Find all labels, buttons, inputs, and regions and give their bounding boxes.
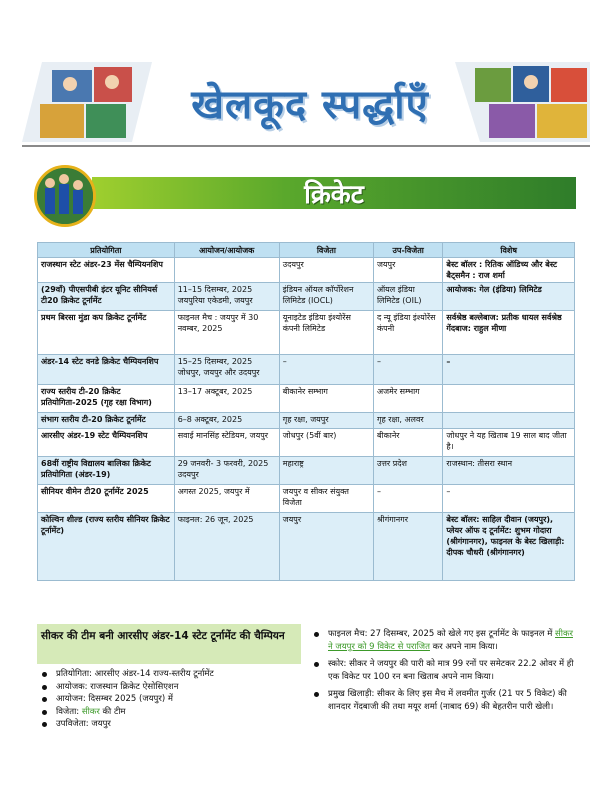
cell-organizer: 11–15 दिसम्बर, 2025 जयपुरिया एकेडमी, जयपुर [174,283,279,311]
table-header-row [38,243,575,258]
cell-special: राजस्थान: तीसरा स्थान [443,457,575,485]
cell-organizer: 29 जनवरी- 3 फरवरी, 2025 उदयपुर [174,457,279,485]
final-highlight: सीकर ने जयपुर को 9 विकेट से पराजित [328,629,573,652]
cell-organizer: अगस्त 2025, जयपुर में [174,485,279,513]
cell-competition: सीनियर वीमेन टी20 टूर्नामेंट 2025 [38,485,175,513]
table-row [38,258,575,283]
cell-special: जोधपुर ने यह खिताब 19 साल बाद जीता है। [443,429,575,457]
cell-special: आयोजक: गेल (इंडिया) लिमिटेड [443,283,575,311]
cell-special: – [443,485,575,513]
cell-runner-up: – [373,485,442,513]
cricket-results-table [37,242,575,581]
cell-competition: राज्य स्तरीय टी-20 क्रिकेट प्रतियोगिता-2025 (गृह रक्षा विभाग) [38,385,175,413]
cell-competition: (29वाँ) पीएसपीबी इंटर यूनिट सीनियर्स टी20 क्रिकेट टूर्नामेंट [38,283,175,311]
cell-special: बेस्ट बॉलर : रितिक ऑडिच्य और बेस्ट बैट्समैन : राज शर्मा [443,258,575,283]
list-item: स्कोर: सीकर ने जयपुर की पारी को मात्र 99 रनों पर समेटकर 22.2 ओवर में ही एक विकेट पर 100 रन बना खिताब अपने नाम किया। [312,658,578,684]
column-header: विशेष [443,243,575,258]
cell-organizer [174,258,279,283]
winner-rest: की टीम [99,706,126,717]
cell-runner-up: उत्तर प्रदेश [373,457,442,485]
cell-organizer: फाइनल: 26 जून, 2025 [174,513,279,581]
sikar-facts-list [40,668,298,731]
cell-runner-up: – [373,355,442,385]
list-item: उपविजेता: जयपुर [40,718,298,731]
list-item [312,628,578,654]
table-row [38,355,575,385]
cricket-players-icon [37,168,93,224]
cell-winner: इंडियन ऑयल कॉर्पोरेशन लिमिटेड (IOCL) [279,283,373,311]
list-item: प्रतियोगिता: आरसीए अंडर-14 राज्य-स्तरीय टूर्नामेंट [40,668,298,681]
section-title: क्रिकेट [304,180,364,210]
table-row [38,429,575,457]
cell-winner: उदयपुर [279,258,373,283]
cell-runner-up: गृह रक्षा, अलवर [373,413,442,429]
cell-winner: महाराष्ट्र [279,457,373,485]
column-header: विजेता [279,243,373,258]
final-text-a: फाइनल मैच: 27 दिसम्बर, 2025 को खेले गए इस टूर्नामेंट के फाइनल में [328,629,556,639]
cell-runner-up: द न्यू इंडिया इंश्योरेंस कंपनी [373,311,442,355]
cricket-photo [34,165,96,227]
cell-special: बेस्ट बॉलर: साहिल दीवान (जयपुर), प्लेयर ऑफ द टूर्नामेंट: शुभम गोदारा (श्रीगंगानगर), फाइनल के बेस्ट खिलाड़ी: दीपक चौधरी (श्रीगंगानगर) [443,513,575,581]
cell-organizer: सवाई मानसिंह स्टेडियम, जयपुर [174,429,279,457]
cell-competition: आरसीए अंडर-19 स्टेट चैम्पियनशिप [38,429,175,457]
cell-special: सर्वश्रेष्ठ बल्लेबाज: प्रतीक धायल सर्वश्रेष्ठ गेंदबाज: राहुल मीणा [443,311,575,355]
list-item [40,706,298,719]
final-text-b: कर अपने नाम किया। [429,642,498,652]
header-divider [22,145,590,147]
cell-organizer: फाइनल मैच : जयपुर में 30 नवम्बर, 2025 [174,311,279,355]
table-row [38,457,575,485]
cell-special [443,413,575,429]
table-row [38,485,575,513]
cell-organizer: 15–25 दिसम्बर, 2025 जोधपुर, जयपुर और उदयपुर [174,355,279,385]
cell-competition: कोल्विन शील्ड (राज्य स्तरीय सीनियर क्रिकेट टूर्नामेंट) [38,513,175,581]
cell-winner: जोधपुर (5वीं बार) [279,429,373,457]
sports-photo-collage-right [455,62,590,142]
cell-runner-up: श्रीगंगानगर [373,513,442,581]
cell-winner: जयपुर [279,513,373,581]
winner-label: विजेता: [56,706,82,717]
page-title: खेलकूद स्पर्द्धाएँ [191,82,429,128]
cell-runner-up: बीकानेर [373,429,442,457]
final-details-list [312,628,578,718]
cell-competition: संभाग स्तरीय टी-20 क्रिकेट टूर्नामेंट [38,413,175,429]
cell-winner: – [279,355,373,385]
sports-photo-collage-left [22,62,152,142]
cell-special [443,385,575,413]
cell-organizer: 13–17 अक्टूबर, 2025 [174,385,279,413]
cell-competition: अंडर-14 स्टेट वनडे क्रिकेट चैम्पियनशिप [38,355,175,385]
winner-highlight: सीकर [81,706,100,717]
cell-winner: बीकानेर सम्भाग [279,385,373,413]
list-item: आयोजक: राजस्थान क्रिकेट ऐसोसिएशन [40,681,298,694]
sikar-champion-heading: सीकर की टीम बनी आरसीए अंडर-14 स्टेट टूर्नामेंट की चैम्पियन [37,624,301,664]
table-row [38,311,575,355]
cell-runner-up: ऑयल इंडिया लिमिटेड (OIL) [373,283,442,311]
column-header: प्रतियोगिता [38,243,175,258]
cell-special: – [443,355,575,385]
table-row [38,513,575,581]
cell-competition: प्रथम बिरसा मुंडा कप क्रिकेट टूर्नामेंट [38,311,175,355]
cell-competition: राजस्थान स्टेट अंडर-23 मेंस चैम्पियनशिप [38,258,175,283]
list-item: आयोजन: दिसम्बर 2025 (जयपुर) में [40,693,298,706]
table-row [38,413,575,429]
table-row [38,283,575,311]
column-header: उप-विजेता [373,243,442,258]
cell-winner: यूनाइटेड इंडिया इंश्योरेंस कंपनी लिमिटेड [279,311,373,355]
cell-organizer: 6–8 अक्टूबर, 2025 [174,413,279,429]
cell-winner: जयपुर व सीकर संयुक्त विजेता [279,485,373,513]
table-row [38,385,575,413]
cell-competition: 68वीं राष्ट्रीय विद्यालय बालिका क्रिकेट प्रतियोगिता (अंडर-19) [38,457,175,485]
cell-winner: गृह रक्षा, जयपुर [279,413,373,429]
cell-runner-up: जयपुर [373,258,442,283]
cell-runner-up: अजमेर सम्भाग [373,385,442,413]
column-header: आयोजन/आयोजक [174,243,279,258]
list-item: प्रमुख खिलाड़ी: सीकर के लिए इस मैच में लवमीत गुर्जर (21 पर 5 विकेट) की शानदार गेंदबाजी की तथा मयूर शर्मा (नाबाद 69) की बेहतरीन पारी खेली। [312,688,578,714]
